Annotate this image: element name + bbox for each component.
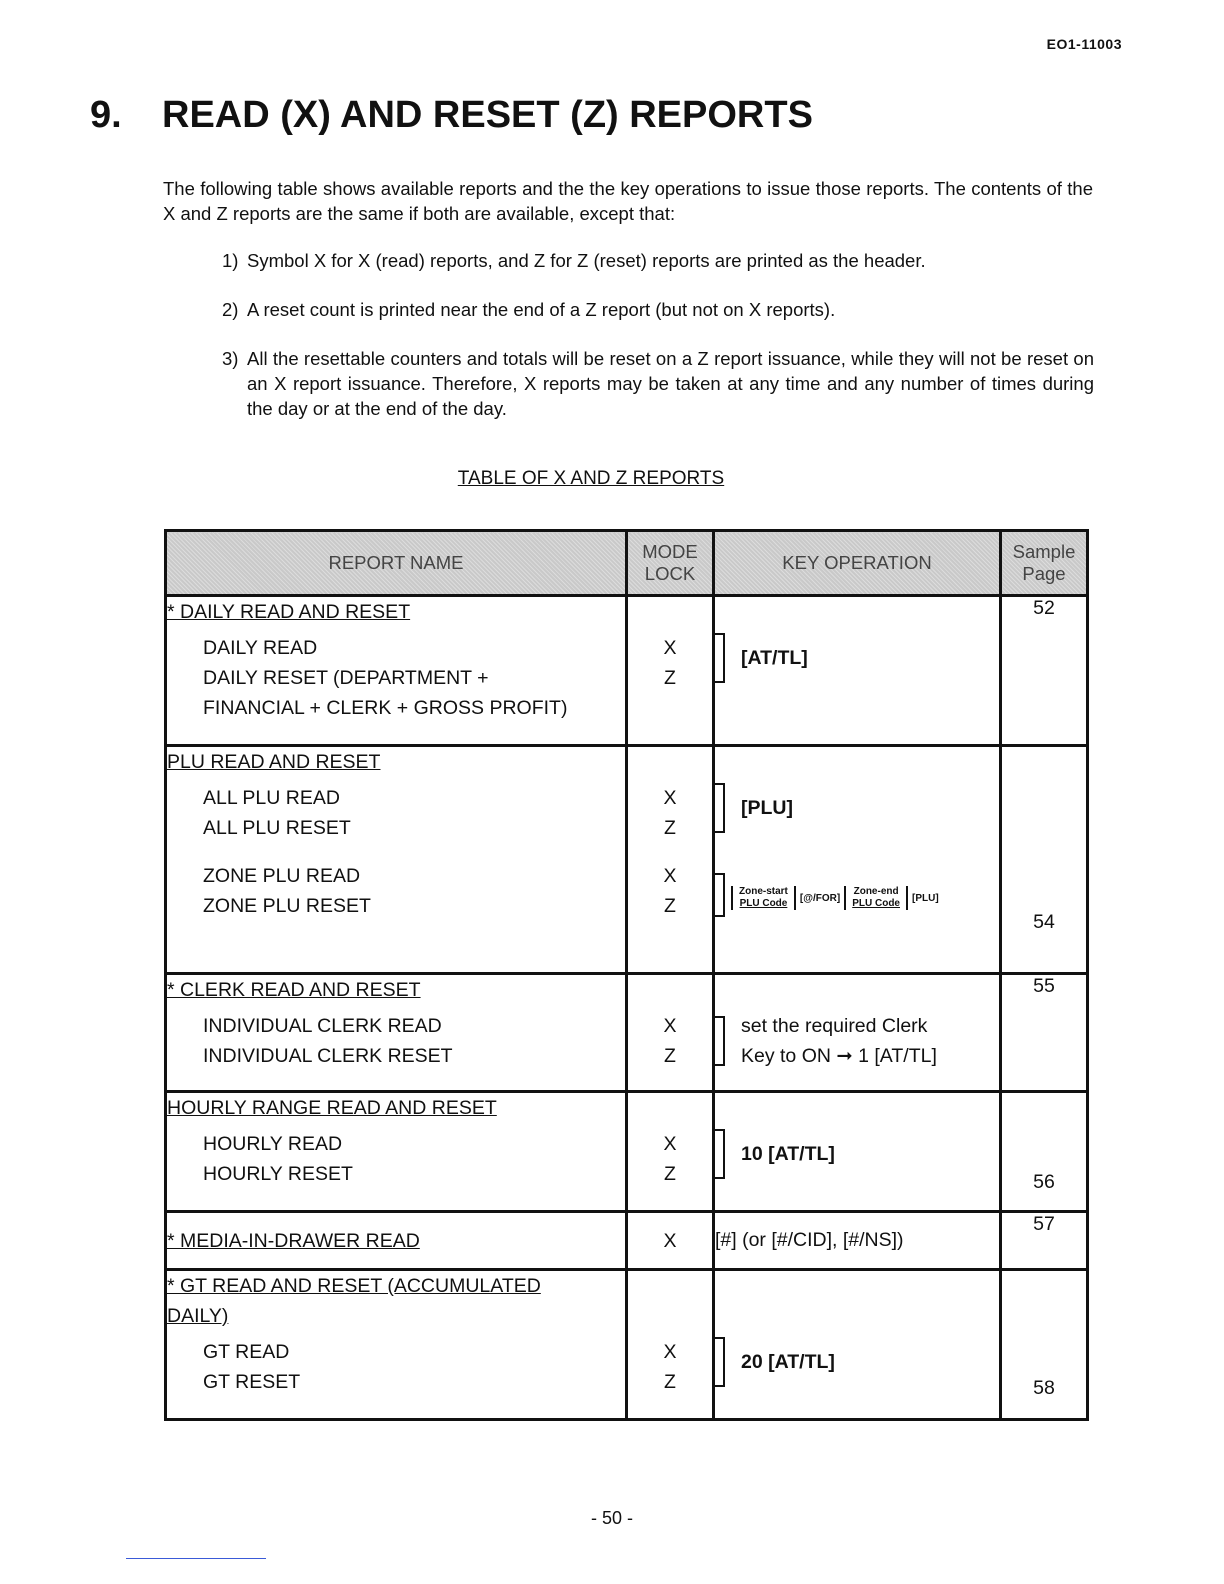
report-name-cell <box>166 596 627 746</box>
bracket-mark <box>715 633 725 683</box>
mode-lock-cell <box>627 1092 714 1212</box>
sample-page-cell: 55 <box>1001 974 1088 1092</box>
report-item: GT READ <box>203 1341 290 1363</box>
note-number: 1) <box>222 250 239 271</box>
zone-start-box <box>731 886 796 910</box>
report-item: ALL PLU RESET <box>203 817 351 839</box>
report-item: FINANCIAL + CLERK + GROSS PROFIT) <box>203 697 568 719</box>
zone-for-key: [@/FOR] <box>799 892 841 904</box>
note-item <box>222 346 1094 421</box>
note-number: 2) <box>222 299 239 320</box>
mode-value: Z <box>664 1045 676 1067</box>
header-mode-lock-line1: MODE <box>642 541 698 562</box>
zone-end-sub: PLU Code <box>852 898 900 909</box>
section-heading <box>90 94 813 137</box>
report-item: ZONE PLU READ <box>203 865 361 887</box>
report-item: GT RESET <box>203 1371 301 1393</box>
mode-value: X <box>663 1133 677 1155</box>
mode-value: X <box>663 787 677 809</box>
report-item: DAILY READ <box>203 637 318 659</box>
clerk-key-line1: set the required Clerk <box>741 1015 928 1037</box>
table-header-row <box>166 531 1088 596</box>
mode-value: Z <box>664 1163 676 1185</box>
key-sequence: 10 [AT/TL] <box>741 1142 835 1165</box>
section-number: 9. <box>90 94 122 136</box>
clerk-key-line2: Key to ON ➞ 1 [AT/TL] <box>741 1045 937 1067</box>
table-row <box>166 1212 1088 1270</box>
group-title: HOURLY RANGE READ AND RESET <box>167 1097 497 1119</box>
bracket-mark <box>715 873 725 917</box>
section-title: READ (X) AND RESET (Z) REPORTS <box>162 94 813 136</box>
group-title: * GT READ AND RESET (ACCUMULATED <box>167 1275 541 1297</box>
document-id: EO1-11003 <box>1046 36 1122 52</box>
group-title: * CLERK READ AND RESET <box>167 979 421 1001</box>
mode-lock-cell <box>627 746 714 974</box>
note-item <box>222 297 1094 322</box>
report-name-cell <box>166 974 627 1092</box>
mode-value: Z <box>664 817 676 839</box>
header-sample-line1: Sample <box>1012 541 1076 562</box>
table-row <box>166 596 1088 746</box>
header-key-operation: KEY OPERATION <box>714 531 1001 596</box>
key-operation-cell <box>714 1092 1001 1212</box>
report-item: INDIVIDUAL CLERK READ <box>203 1015 442 1037</box>
report-item: ALL PLU READ <box>203 787 340 809</box>
group-title: * DAILY READ AND RESET <box>167 601 411 623</box>
key-operation-cell <box>714 974 1001 1092</box>
mode-lock-cell <box>627 596 714 746</box>
bracket-mark <box>715 1337 725 1387</box>
note-number: 3) <box>222 348 239 369</box>
mode-value: X <box>663 637 677 659</box>
footer-rule <box>126 1558 266 1559</box>
header-sample-line2: Page <box>1022 563 1066 584</box>
sample-page-cell: 52 <box>1001 596 1088 746</box>
report-name-cell <box>166 1092 627 1212</box>
mode-value: Z <box>664 1371 676 1393</box>
key-operation-cell <box>714 1212 1001 1270</box>
note-item <box>222 248 1094 273</box>
table-row <box>166 1092 1088 1212</box>
mode-value: Z <box>664 895 676 917</box>
report-item: ZONE PLU RESET <box>203 895 371 917</box>
zone-key-sequence <box>731 886 943 910</box>
table-row <box>166 974 1088 1092</box>
table-row <box>166 1270 1088 1420</box>
report-name-cell <box>166 1270 627 1420</box>
report-item: INDIVIDUAL CLERK RESET <box>203 1045 453 1067</box>
key-sequence: 20 [AT/TL] <box>741 1350 835 1373</box>
report-item: HOURLY READ <box>203 1133 343 1155</box>
mode-lock-cell <box>627 1212 714 1270</box>
bracket-mark <box>715 1129 725 1179</box>
zone-end-label: Zone-end <box>853 886 899 897</box>
note-text: A reset count is printed near the end of a Z report (but not on X reports). <box>247 299 836 320</box>
group-title-cont: DAILY) <box>167 1305 229 1327</box>
header-mode-lock-line2: LOCK <box>644 563 696 584</box>
group-title: * MEDIA-IN-DRAWER READ <box>167 1229 420 1252</box>
mode-value: X <box>663 1341 677 1363</box>
key-sequence: [AT/TL] <box>741 646 808 669</box>
mode-value: X <box>663 1015 677 1037</box>
note-text: Symbol X for X (read) reports, and Z for Z (reset) reports are printed as the header. <box>247 250 926 271</box>
mode-lock-cell <box>627 1270 714 1420</box>
mode-value: Z <box>664 667 676 689</box>
report-item: DAILY RESET (DEPARTMENT + <box>203 667 489 689</box>
report-name-cell <box>166 746 627 974</box>
report-item: HOURLY RESET <box>203 1163 353 1185</box>
page-number: - 50 - <box>590 1508 633 1528</box>
report-name-cell <box>166 1212 627 1270</box>
sample-page-cell: 57 <box>1001 1212 1088 1270</box>
sample-page-cell: 54 <box>1001 746 1088 974</box>
header-mode-lock <box>627 531 714 596</box>
key-sequence: [PLU] <box>741 796 793 819</box>
intro-paragraph: The following table shows available reports and the the key operations to issue those reports. The contents of the X and Z reports are the same if both are available, except that: <box>163 178 1093 224</box>
sample-page-cell: 56 <box>1001 1092 1088 1212</box>
sample-page-cell: 58 <box>1001 1270 1088 1420</box>
zone-start-label: Zone-start <box>739 886 788 897</box>
zone-start-sub: PLU Code <box>739 898 788 909</box>
key-sequence: [#] (or [#/CID], [#/NS]) <box>715 1229 904 1251</box>
mode-value: X <box>663 865 677 887</box>
reports-table <box>164 529 1089 1421</box>
table-row <box>166 746 1088 974</box>
bracket-mark <box>715 783 725 833</box>
notes-list <box>222 248 1094 445</box>
mode-lock-cell <box>627 974 714 1092</box>
zone-plu-key: [PLU] <box>912 892 939 904</box>
key-operation-cell <box>714 1270 1001 1420</box>
header-sample-page <box>1001 531 1088 596</box>
note-text: All the resettable counters and totals will be reset on a Z report issuance, while they will not be reset on an X report issuance. Therefore, X reports may be taken at any time and any number of times during the day or at the end of the day. <box>247 348 1094 419</box>
header-report-name: REPORT NAME <box>166 531 627 596</box>
group-title: PLU READ AND RESET <box>167 751 381 773</box>
key-operation-cell <box>714 596 1001 746</box>
table-title: TABLE OF X AND Z REPORTS <box>457 468 725 489</box>
bracket-mark <box>715 1016 725 1066</box>
zone-end-box <box>844 886 908 910</box>
key-operation-cell <box>714 746 1001 974</box>
mode-value: X <box>663 1229 677 1252</box>
